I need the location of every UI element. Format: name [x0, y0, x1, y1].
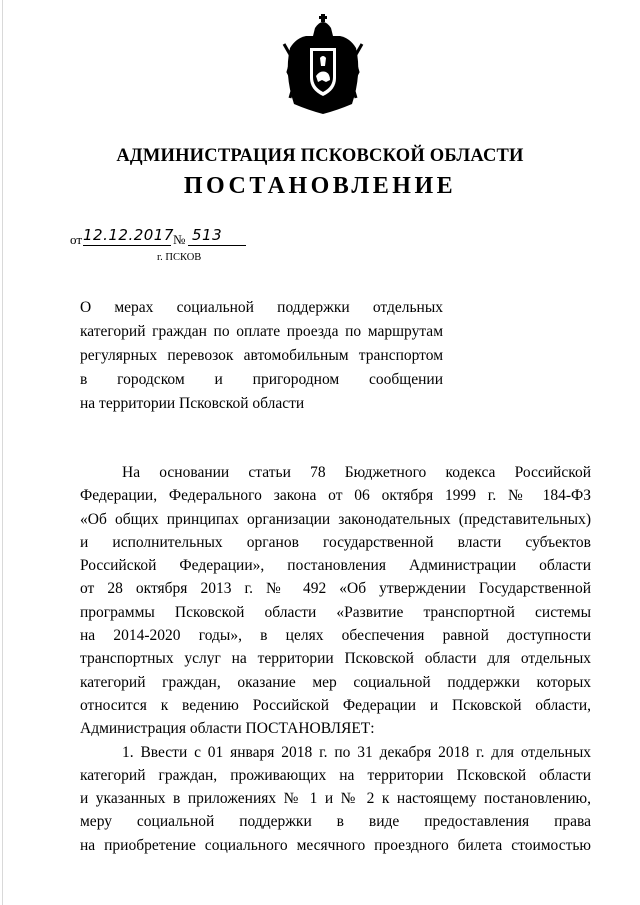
body-line: программы Псковской области «Развитие транспортной системы [80, 603, 591, 621]
body-line: На основании статьи 78 Бюджетного кодекса Российской [122, 464, 591, 481]
body-line: транспортных услуг на территории Псковской области для отдельных [80, 650, 591, 668]
subject-line: регулярных перевозок автомобильным транспортом [80, 347, 443, 364]
subject-line: на территории Псковской области [80, 395, 305, 412]
body-line: на 2014-2020 годы», в целях обеспечения равной доступности [80, 627, 591, 645]
date-prefix: от [70, 232, 83, 247]
city-name: г. ПСКОВ [157, 252, 202, 263]
document-subject [80, 296, 443, 416]
subject-line: категорий граждан по оплате проезда по маршрутам [80, 323, 443, 340]
pskov-coat-of-arms-icon [280, 14, 366, 118]
document-type: ПОСТАНОВЛЕНИЕ [183, 173, 457, 199]
body-line: и указанных в приложениях № 1 и № 2 к настоящему постановлению, [80, 790, 591, 808]
subject-line: в городском и пригородном сообщении [80, 371, 443, 388]
registration-line [70, 226, 270, 250]
body-line: Федерации, Федерального закона от 06 октября 1999 г. № 184-ФЗ [80, 487, 591, 505]
handwritten-number: 513 [192, 226, 223, 244]
body-line: 1. Ввести с 01 января 2018 г. по 31 декабря 2018 г. для отдельных [122, 743, 591, 761]
organization-name: АДМИНИСТРАЦИЯ ПСКОВСКОЙ ОБЛАСТИ [116, 146, 524, 166]
body-line: Администрация области ПОСТАНОВЛЯЕТ: [80, 720, 375, 738]
scan-edge [2, 0, 3, 905]
body-line: от 28 октября 2013 г. № 492 «Об утверждении Государственной [80, 580, 591, 598]
number-prefix: № [173, 232, 186, 247]
number-underline [188, 245, 246, 246]
body-line: категорий граждан, оказание мер социальной поддержки которых [80, 673, 591, 691]
body-line: относится к ведению Российской Федерации и Псковской области, [80, 696, 591, 714]
body-line: и исполнительных органов государственной власти субъектов [80, 533, 591, 551]
handwritten-date: 12.12.2017 [83, 226, 174, 244]
subject-line: О мерах социальной поддержки отдельных [80, 299, 443, 316]
date-underline [83, 245, 171, 246]
body-line: категорий граждан, проживающих на территории Псковской области [80, 766, 591, 784]
body-line: «Об общих принципах организации законодательных (представительных) [80, 510, 591, 528]
body-line: меру социальной поддержки в виде предоставления права [80, 813, 591, 831]
body-line: Российской Федерации», постановления Администрации области [80, 557, 591, 575]
body-line: на приобретение социального месячного проездного билета стоимостью [80, 836, 591, 854]
document-body [80, 461, 591, 857]
